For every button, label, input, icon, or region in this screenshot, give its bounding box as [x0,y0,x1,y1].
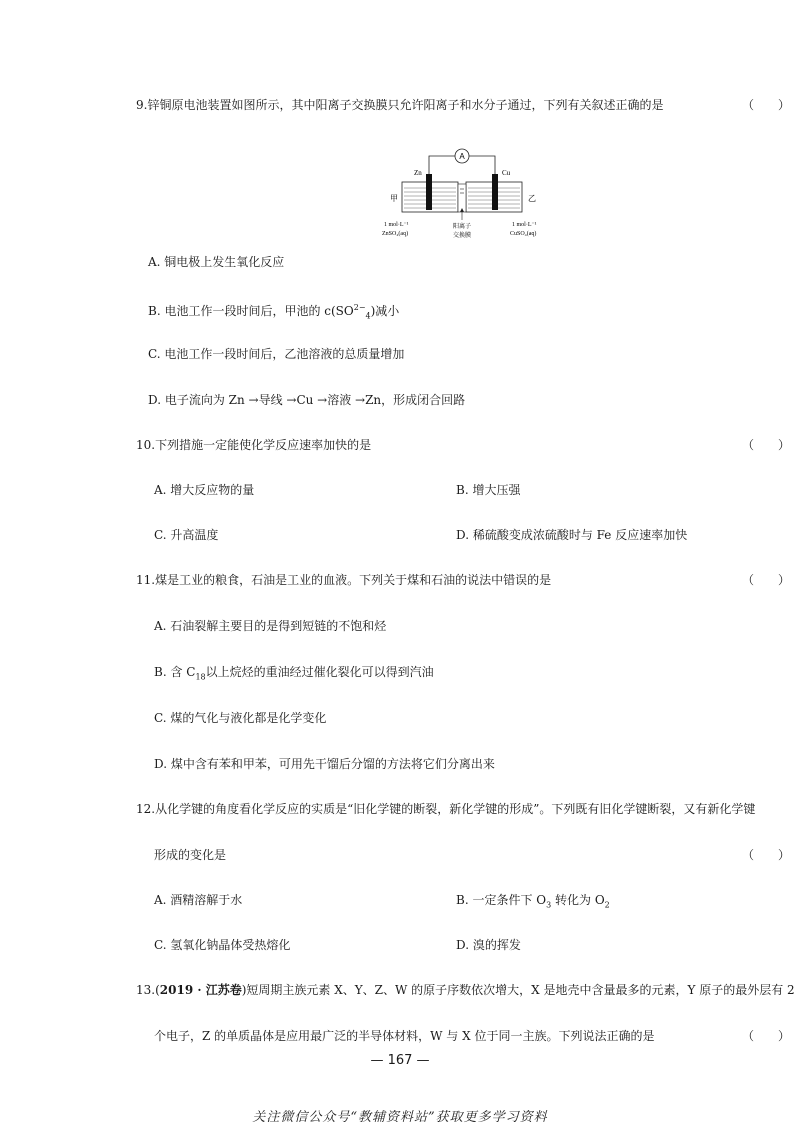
membrane-label-1: 阳离子 [452,223,472,230]
left-solution: ZnSO₄(aq) [382,231,409,237]
q13-source: 2019 · 江苏卷 [159,983,242,997]
q12-option-b-text: B. 一定条件下 O [456,893,547,907]
q9-option-b-text: B. 电池工作一段时间后，甲池的 c(SO [148,304,354,318]
footer-note: 关注微信公众号“教辅资料站”获取更多学习资料 [252,1110,548,1125]
q13-stem-2: 个电子，Z 的单质晶体是应用最广泛的半导体材料，W 与 X 位于同一主族。下列说法正确的是 [154,1029,655,1043]
q11-option-b-subscript: 18 [195,672,206,682]
q11-option-b-suffix: 以上烷烃的重油经过催化裂化可以得到汽油 [205,665,434,679]
q12-option-c: C. 氢氧化钠晶体受热熔化 [154,938,291,952]
q10-stem-line [136,435,790,455]
q12-stem-line-1: 12.从化学键的角度看化学反应的实质是“旧化学键的断裂，新化学键的形成”。下列既有旧化学键断裂，又有新化学键 [136,802,756,816]
ammeter-label: A [459,152,465,161]
q11-option-b [154,662,434,682]
q11-option-a: A. 石油裂解主要目的是得到短链的不饱和烃 [154,619,387,633]
q11-option-b-text: B. 含 C [154,665,196,679]
cu-label: Cu [502,169,511,177]
membrane-label-2: 交换膜 [452,232,472,239]
q10-option-b: B. 增大压强 [456,483,521,497]
q11-stem: 11.煤是工业的粮食，石油是工业的血液。下列关于煤和石油的说法中错误的是 [136,573,552,587]
yi-label: 乙 [528,194,536,203]
q12-stem-2: 形成的变化是 [154,848,227,862]
q13-stem-1: )短周期主族元素 X、Y、Z、W 的原子序数依次增大，X 是地壳中含量最多的元素，Y 原子的最外层有 2 [241,983,795,997]
q12-stem-line-2 [154,845,790,865]
q12-option-b-sub1: 3 [546,900,552,910]
jia-label: 甲 [390,194,398,203]
q13-answer-paren: （ ） [741,1029,790,1043]
zn-label: Zn [414,169,422,177]
page-number: — 167 — [370,1053,430,1068]
q9-option-d: D. 电子流向为 Zn →导线 →Cu →溶液 →Zn，形成闭合回路 [148,393,466,407]
q12-option-d: D. 溴的挥发 [456,938,521,952]
q9-answer-paren: （ ） [741,98,790,112]
q9-option-b-subscript: 4 [365,311,371,321]
q10-option-c: C. 升高温度 [154,528,219,542]
q11-option-c: C. 煤的气化与液化都是化学变化 [154,711,327,725]
q11-option-d: D. 煤中含有苯和甲苯，可用先干馏后分馏的方法将它们分离出来 [154,757,495,771]
q9-stem-line [136,95,790,115]
q13-number: 13.( [136,983,160,997]
q9-option-b-charge: 2− [353,303,366,312]
q11-answer-paren: （ ） [741,573,790,587]
cation-exchange-membrane [458,184,466,212]
q9-option-b-suffix: )减小 [370,304,400,318]
q10-answer-paren: （ ） [741,438,790,452]
q12-option-b-mid: 转化为 O [551,893,605,907]
right-concentration: 1 mol·L⁻¹ [512,222,537,228]
q12-option-b-sub2: 2 [604,900,610,910]
right-solution: CuSO₄(aq) [510,231,537,237]
q10-option-d: D. 稀硫酸变成浓硫酸时与 Fe 反应速率加快 [456,528,688,542]
q9-option-b [148,298,400,321]
q12-answer-paren: （ ） [741,848,790,862]
q10-option-a: A. 增大反应物的量 [154,483,255,497]
left-concentration: 1 mol·L⁻¹ [384,222,409,228]
cu-electrode [492,174,498,210]
q9-option-c: C. 电池工作一段时间后，乙池溶液的总质量增加 [148,347,405,361]
q13-stem-line-2 [154,1026,790,1046]
zn-electrode [426,174,432,210]
q13-stem-line-1 [136,980,795,1000]
q12-option-b [456,890,610,910]
q10-stem: 10.下列措施一定能使化学反应速率加快的是 [136,438,372,452]
zinc-copper-cell-diagram [378,144,554,244]
q12-option-a: A. 酒精溶解于水 [154,893,243,907]
q11-stem-line [136,570,790,590]
q9-stem: 9.锌铜原电池装置如图所示，其中阳离子交换膜只允许阳离子和水分子通过，下列有关叙述正确的是 [136,98,664,112]
q9-option-a: A. 铜电极上发生氧化反应 [148,255,285,269]
